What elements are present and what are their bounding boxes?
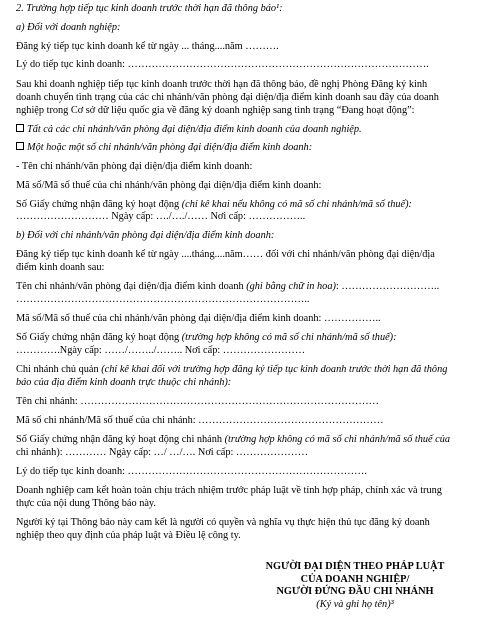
branch-code-line: Mã số/Mã số thuế của chi nhánh/văn phòng đại diện/địa điểm kinh doanh: bbox=[16, 180, 322, 191]
managing-branch-note: báo của địa điểm kinh doanh trực thuộc chi nhánh): bbox=[16, 377, 232, 388]
reason-line: Lý do tiếp tục kinh doanh: ……………………………………………………………. bbox=[16, 466, 367, 477]
signer-paragraph: nghiệp theo quy định của pháp luật và Điều lệ công ty. bbox=[16, 530, 241, 541]
location-code-line: Mã số/Mã số thuế của chi nhánh/văn phòng đại diện/địa điểm kinh doanh: …………….. bbox=[16, 313, 381, 324]
checkbox-label: Tất cả các chi nhánh/văn phòng đại diện/địa điểm kinh doanh của doanh nghiệp. bbox=[27, 124, 362, 135]
signature-title: NGƯỜI ĐỨNG ĐẦU CHI NHÁNH bbox=[276, 586, 434, 598]
commitment-paragraph: thực của nội dung Thông báo này. bbox=[16, 498, 156, 509]
continue-date-line: Đăng ký tiếp tục kinh doanh kể từ ngày ... tháng....năm ………. bbox=[16, 41, 279, 52]
signature-title: CỦA DOANH NGHIỆP/ bbox=[300, 573, 410, 585]
subsection-b-heading: b) Đối với chi nhánh/văn phòng đại diện/địa điểm kinh doanh: bbox=[16, 230, 275, 241]
paragraph-line: doanh chuyển tình trạng của các chi nhánh/văn phòng đại diện/địa điểm kinh doanh sau đây của doanh bbox=[16, 92, 439, 103]
paragraph-line: điểm kinh doanh sau: bbox=[16, 262, 105, 273]
paragraph-line: nghiệp trong Cơ sở dữ liệu quốc gia về đăng ký doanh nghiệp sang tình trạng “Đang hoạt động”: bbox=[16, 105, 415, 116]
signature-block bbox=[230, 561, 480, 611]
managing-branch-line: Chi nhánh chủ quản (chỉ kê khai đối với trường hợp đăng ký tiếp tục kinh doanh trước thời hạn đã thông bbox=[16, 364, 448, 375]
dotted-line: ………………………………………………………………………….. bbox=[16, 294, 310, 305]
paragraph-line: Sau khi doanh nghiệp tiếp tục kinh doanh trước thời hạn đã thông báo, đề nghị Phòng Đăng ký kinh bbox=[16, 79, 428, 90]
paragraph-line: Đăng ký tiếp tục kinh doanh kể từ ngày ....tháng....năm…… đối với chi nhánh/văn phòng đại diện/địa bbox=[16, 249, 435, 260]
section-heading-2: 2. Trường hợp tiếp tục kinh doanh trước thời hạn đã thông báo¹: bbox=[16, 3, 283, 14]
subsection-a-heading: a) Đối với doanh nghiệp: bbox=[16, 22, 121, 33]
issue-date-line: chi nhánh): ………… Ngày cấp: …/ …/…. Nơi cấp: ………………… bbox=[16, 447, 308, 458]
branch-code-line: Mã số chi nhánh/Mã số thuế của chi nhánh: ……………………………………………… bbox=[16, 415, 384, 426]
certificate-number-line: Số Giấy chứng nhận đăng ký hoạt động chi nhánh (trường hợp không có mã số chi nhánh/mã số thuế của bbox=[16, 434, 451, 445]
reason-line: Lý do tiếp tục kinh doanh: ……………………………………………………………………………. bbox=[16, 59, 429, 70]
checkbox-label: Một hoặc một số chi nhánh/văn phòng đại diện/địa điểm kinh doanh: bbox=[27, 142, 313, 153]
signer-paragraph: Người ký tại Thông báo này cam kết là người có quyền và nghĩa vụ thực hiện thủ tục đăng ký doanh bbox=[16, 517, 430, 528]
commitment-paragraph: Doanh nghiệp cam kết hoàn toàn chịu trách nhiệm trước pháp luật về tính hợp pháp, chính xác và trung bbox=[16, 485, 442, 496]
checkbox-icon[interactable] bbox=[16, 142, 24, 150]
checkbox-icon[interactable] bbox=[16, 124, 24, 132]
issue-date-line: ……………………… Ngày cấp: …./…./…… Nơi cấp: …………….. bbox=[16, 211, 306, 222]
branch-name-line: Tên chi nhánh: …………………………………………………………………………… bbox=[16, 396, 379, 407]
checkbox-option-some[interactable] bbox=[16, 142, 474, 155]
issue-date-line: ………….Ngày cấp: ……/……../…….. Nơi cấp: …………………… bbox=[16, 345, 306, 356]
signature-note: (Ký và ghi họ tên)³ bbox=[316, 598, 394, 610]
signature-title: NGƯỜI ĐẠI DIỆN THEO PHÁP LUẬT bbox=[265, 561, 445, 572]
branch-name-line: - Tên chi nhánh/văn phòng đại diện/địa điểm kinh doanh: bbox=[16, 161, 253, 172]
certificate-number-line: Số Giấy chứng nhận đăng ký hoạt động (chỉ kê khai nếu không có mã số chi nhánh/mã số thuế): bbox=[16, 199, 412, 210]
certificate-number-line: Số Giấy chứng nhận đăng ký hoạt động (trường hợp không có mã số chi nhánh/mã số thuế): bbox=[16, 332, 397, 343]
checkbox-option-all[interactable] bbox=[16, 124, 474, 137]
location-name-line: Tên chi nhánh/văn phòng đại diện/địa điểm kinh doanh (ghi bằng chữ in hoa): ……………………….. bbox=[16, 281, 440, 292]
